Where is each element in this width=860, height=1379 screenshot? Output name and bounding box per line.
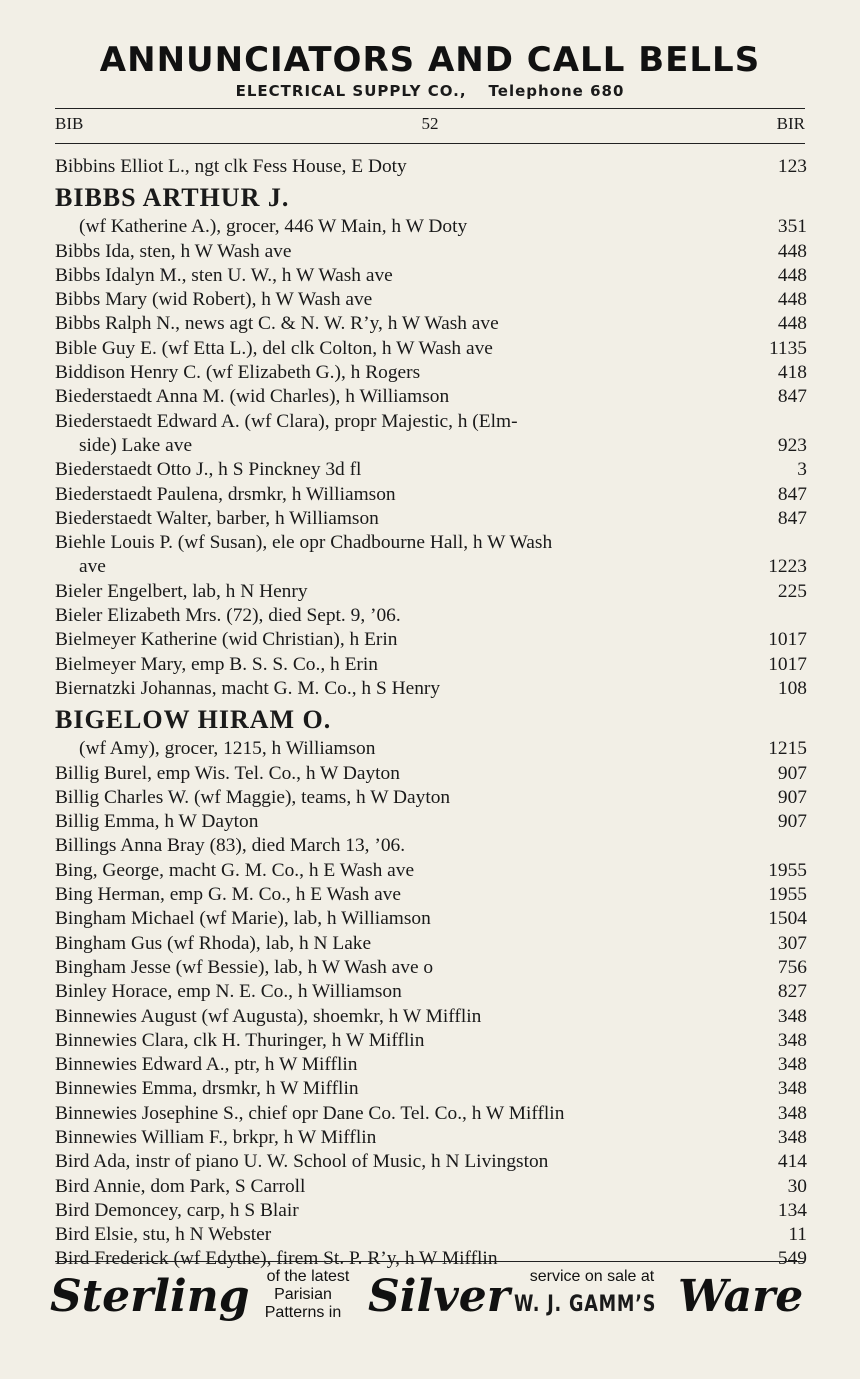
directory-entry	[55, 932, 807, 956]
directory-entry	[55, 604, 807, 628]
entry-number: 1223	[768, 556, 807, 578]
entry-text: Bingham Gus (wf Rhoda), lab, h N Lake	[55, 932, 372, 954]
directory-entry	[55, 956, 807, 980]
entry-text: Biederstaedt Paulena, drsmkr, h Williamson	[55, 483, 396, 505]
directory-entry	[55, 810, 807, 834]
entry-number: 348	[777, 1029, 807, 1051]
ad-word-sterling: Sterling	[50, 1271, 250, 1322]
ad-small-patterns: Patterns	[264, 1304, 325, 1321]
entry-text: Bible Guy E. (wf Etta L.), del clk Colton, h W Wash ave	[55, 337, 493, 359]
top-rule	[55, 108, 805, 109]
top-advertisement	[40, 38, 820, 100]
entry-number: 1017	[768, 629, 807, 651]
entry-heading	[55, 701, 807, 737]
directory-entry	[55, 337, 807, 361]
entry-number: 348	[777, 1102, 807, 1124]
entry-text: Bibbs Ralph N., news agt C. & N. W. R’y, h W Wash ave	[55, 313, 499, 335]
directory-entry	[55, 628, 807, 652]
entry-text: Bielmeyer Mary, emp B. S. S. Co., h Erin	[55, 653, 378, 675]
entry-number: 348	[777, 1126, 807, 1148]
directory-entry	[55, 737, 807, 761]
directory-entry	[55, 762, 807, 786]
directory-entry	[55, 458, 807, 482]
directory-entry	[55, 859, 807, 883]
entry-text: Binley Horace, emp N. E. Co., h Williamson	[55, 981, 402, 1003]
directory-entry	[55, 312, 807, 336]
directory-entry	[55, 834, 807, 858]
directory-entry	[55, 215, 807, 239]
directory-entry	[55, 410, 807, 434]
entry-text: Billig Emma, h W Dayton	[55, 811, 259, 833]
directory-entry	[55, 385, 807, 409]
entry-text: BIBBS ARTHUR J.	[55, 183, 290, 213]
entry-number: 3	[797, 459, 807, 481]
entry-number: 907	[777, 811, 807, 833]
ad-word-ware: Ware	[678, 1271, 804, 1322]
directory-entry	[55, 786, 807, 810]
directory-entry	[55, 1150, 807, 1174]
entry-number: 549	[777, 1248, 807, 1270]
directory-entry	[55, 264, 807, 288]
ad-company: ELECTRICAL SUPPLY CO.,	[235, 82, 467, 100]
entry-text: Bird Elsie, stu, h N Webster	[55, 1224, 272, 1246]
entry-text: Bieler Elizabeth Mrs. (72), died Sept. 9, ’06.	[55, 605, 401, 627]
entry-text: Binnewies August (wf Augusta), shoemkr, h W Mifflin	[55, 1005, 482, 1027]
directory-entry	[55, 434, 807, 458]
directory-entry	[55, 1199, 807, 1223]
entry-number: 1955	[768, 884, 807, 906]
running-head	[55, 114, 805, 138]
entry-number: 348	[777, 1005, 807, 1027]
directory-entries	[55, 155, 807, 1272]
ad-small-text-left	[248, 1268, 368, 1322]
entry-heading	[55, 179, 807, 215]
entry-text: Bieler Engelbert, lab, h N Henry	[55, 580, 308, 602]
entry-number: 847	[777, 507, 807, 529]
entry-text: Binnewies William F., brkpr, h W Mifflin	[55, 1126, 377, 1148]
entry-number: 827	[777, 981, 807, 1003]
page-number: 52	[421, 114, 439, 133]
entry-text: Binnewies Emma, drsmkr, h W Mifflin	[55, 1078, 359, 1100]
ad-small-line	[238, 1304, 368, 1322]
entry-number: 351	[777, 216, 807, 238]
directory-entry	[55, 483, 807, 507]
entry-number: 108	[777, 677, 807, 699]
entry-text: Billig Charles W. (wf Maggie), teams, h W Dayton	[55, 786, 451, 808]
directory-entry	[55, 1077, 807, 1101]
entry-text: Bibbs Ida, sten, h W Wash ave	[55, 240, 292, 262]
running-head-right: BIR	[776, 114, 805, 133]
entry-text: Bibbs Mary (wid Robert), h W Wash ave	[55, 289, 373, 311]
entry-number: 923	[777, 434, 807, 456]
directory-entry	[55, 907, 807, 931]
bottom-advertisement	[50, 1266, 810, 1330]
entry-number: 448	[777, 289, 807, 311]
directory-entry	[55, 1053, 807, 1077]
entry-text: Billings Anna Bray (83), died March 13, ’06.	[55, 835, 406, 857]
entry-number: 907	[777, 762, 807, 784]
entry-text: Biddison Henry C. (wf Elizabeth G.), h Rogers	[55, 362, 421, 384]
entry-text: Bird Demoncey, carp, h S Blair	[55, 1199, 299, 1221]
entry-number: 756	[777, 956, 807, 978]
directory-entry	[55, 580, 807, 604]
directory-entry	[55, 1126, 807, 1150]
entry-text: Biederstaedt Edward A. (wf Clara), propr Majestic, h (Elm-	[55, 410, 518, 432]
entry-number: 1955	[768, 859, 807, 881]
directory-entry	[55, 980, 807, 1004]
entry-text: Biehle Louis P. (wf Susan), ele opr Chadbourne Hall, h W Wash	[55, 532, 553, 554]
ad-small-in: in	[328, 1304, 342, 1321]
directory-entry	[55, 1005, 807, 1029]
entry-number: 1135	[768, 337, 807, 359]
ad-headline: ANNUNCIATORS AND CALL BELLS	[99, 40, 761, 80]
entry-number: 448	[777, 264, 807, 286]
directory-entry	[55, 507, 807, 531]
entry-text: Binnewies Clara, clk H. Thuringer, h W Mifflin	[55, 1029, 425, 1051]
ad-word-silver: Silver	[368, 1271, 510, 1322]
entry-text: Biederstaedt Otto J., h S Pinckney 3d fl	[55, 459, 362, 481]
entry-number: 847	[777, 483, 807, 505]
directory-entry	[55, 883, 807, 907]
entry-text: (wf Katherine A.), grocer, 446 W Main, h W Doty	[79, 216, 468, 238]
entry-text: Binnewies Edward A., ptr, h W Mifflin	[55, 1054, 358, 1076]
entry-number: 225	[777, 580, 807, 602]
directory-entry	[55, 1223, 807, 1247]
entry-text: Bird Frederick (wf Edythe), firem St. P. R’y, h W Mifflin	[55, 1248, 498, 1270]
entry-number: 448	[777, 313, 807, 335]
entry-text: Biederstaedt Walter, barber, h Williamson	[55, 507, 379, 529]
running-head-left: BIB	[55, 114, 84, 133]
entry-text: Bingham Jesse (wf Bessie), lab, h W Wash ave o	[55, 956, 434, 978]
entry-number: 307	[777, 932, 807, 954]
directory-entry	[55, 361, 807, 385]
directory-entry	[55, 555, 807, 579]
entry-number: 1504	[768, 908, 807, 930]
entry-text: Binnewies Josephine S., chief opr Dane Co. Tel. Co., h W Mifflin	[55, 1102, 565, 1124]
entry-number: 907	[777, 786, 807, 808]
directory-entry	[55, 1175, 807, 1199]
ad-merchant-name: W. J. GAMM’S	[514, 1292, 657, 1317]
directory-entry	[55, 155, 807, 179]
entry-text: Biernatzki Johannas, macht G. M. Co., h S Henry	[55, 677, 441, 699]
entry-text: Bird Annie, dom Park, S Carroll	[55, 1175, 306, 1197]
entry-number: 30	[787, 1175, 807, 1197]
entry-text: ave	[79, 556, 106, 578]
entry-text: Bibbs Idalyn M., sten U. W., h W Wash ave	[55, 264, 393, 286]
bottom-rule	[55, 1261, 805, 1262]
ad-telephone: Telephone 680	[488, 82, 625, 100]
entry-number: 348	[777, 1078, 807, 1100]
ad-subline	[40, 82, 820, 100]
entry-number: 1017	[768, 653, 807, 675]
directory-entry	[55, 288, 807, 312]
entry-text: Bielmeyer Katherine (wid Christian), h Erin	[55, 629, 398, 651]
ad-small-line: Parisian	[274, 1286, 332, 1303]
directory-entry	[55, 1029, 807, 1053]
entry-text: BIGELOW HIRAM O.	[55, 705, 332, 735]
entry-number: 348	[777, 1054, 807, 1076]
entry-number: 134	[777, 1199, 807, 1221]
directory-entry	[55, 240, 807, 264]
entry-number: 847	[777, 386, 807, 408]
entry-text: Billig Burel, emp Wis. Tel. Co., h W Dayton	[55, 762, 400, 784]
directory-entry	[55, 677, 807, 701]
entry-text: Bird Ada, instr of piano U. W. School of Music, h N Livingston	[55, 1151, 549, 1173]
entry-text: (wf Amy), grocer, 1215, h Williamson	[79, 738, 376, 760]
entry-text: Bibbins Elliot L., ngt clk Fess House, E Doty	[55, 156, 407, 177]
directory-entry	[55, 531, 807, 555]
entry-number: 414	[777, 1151, 807, 1173]
directory-entry	[55, 653, 807, 677]
entry-text: side) Lake ave	[79, 434, 193, 456]
entry-number: 1215	[768, 738, 807, 760]
ad-small-line: of the latest	[266, 1268, 350, 1285]
directory-entry	[55, 1102, 807, 1126]
entry-number: 448	[777, 240, 807, 262]
header-rule	[55, 143, 805, 144]
ad-small-text-right: service on sale at	[529, 1268, 655, 1285]
entry-number: 123	[777, 156, 807, 177]
entry-text: Biederstaedt Anna M. (wid Charles), h Williamson	[55, 386, 450, 408]
entry-text: Bing, George, macht G. M. Co., h E Wash ave	[55, 859, 415, 881]
entry-number: 11	[788, 1224, 807, 1246]
entry-text: Bingham Michael (wf Marie), lab, h Williamson	[55, 908, 431, 930]
entry-number: 418	[777, 362, 807, 384]
entry-text: Bing Herman, emp G. M. Co., h E Wash ave	[55, 884, 401, 906]
